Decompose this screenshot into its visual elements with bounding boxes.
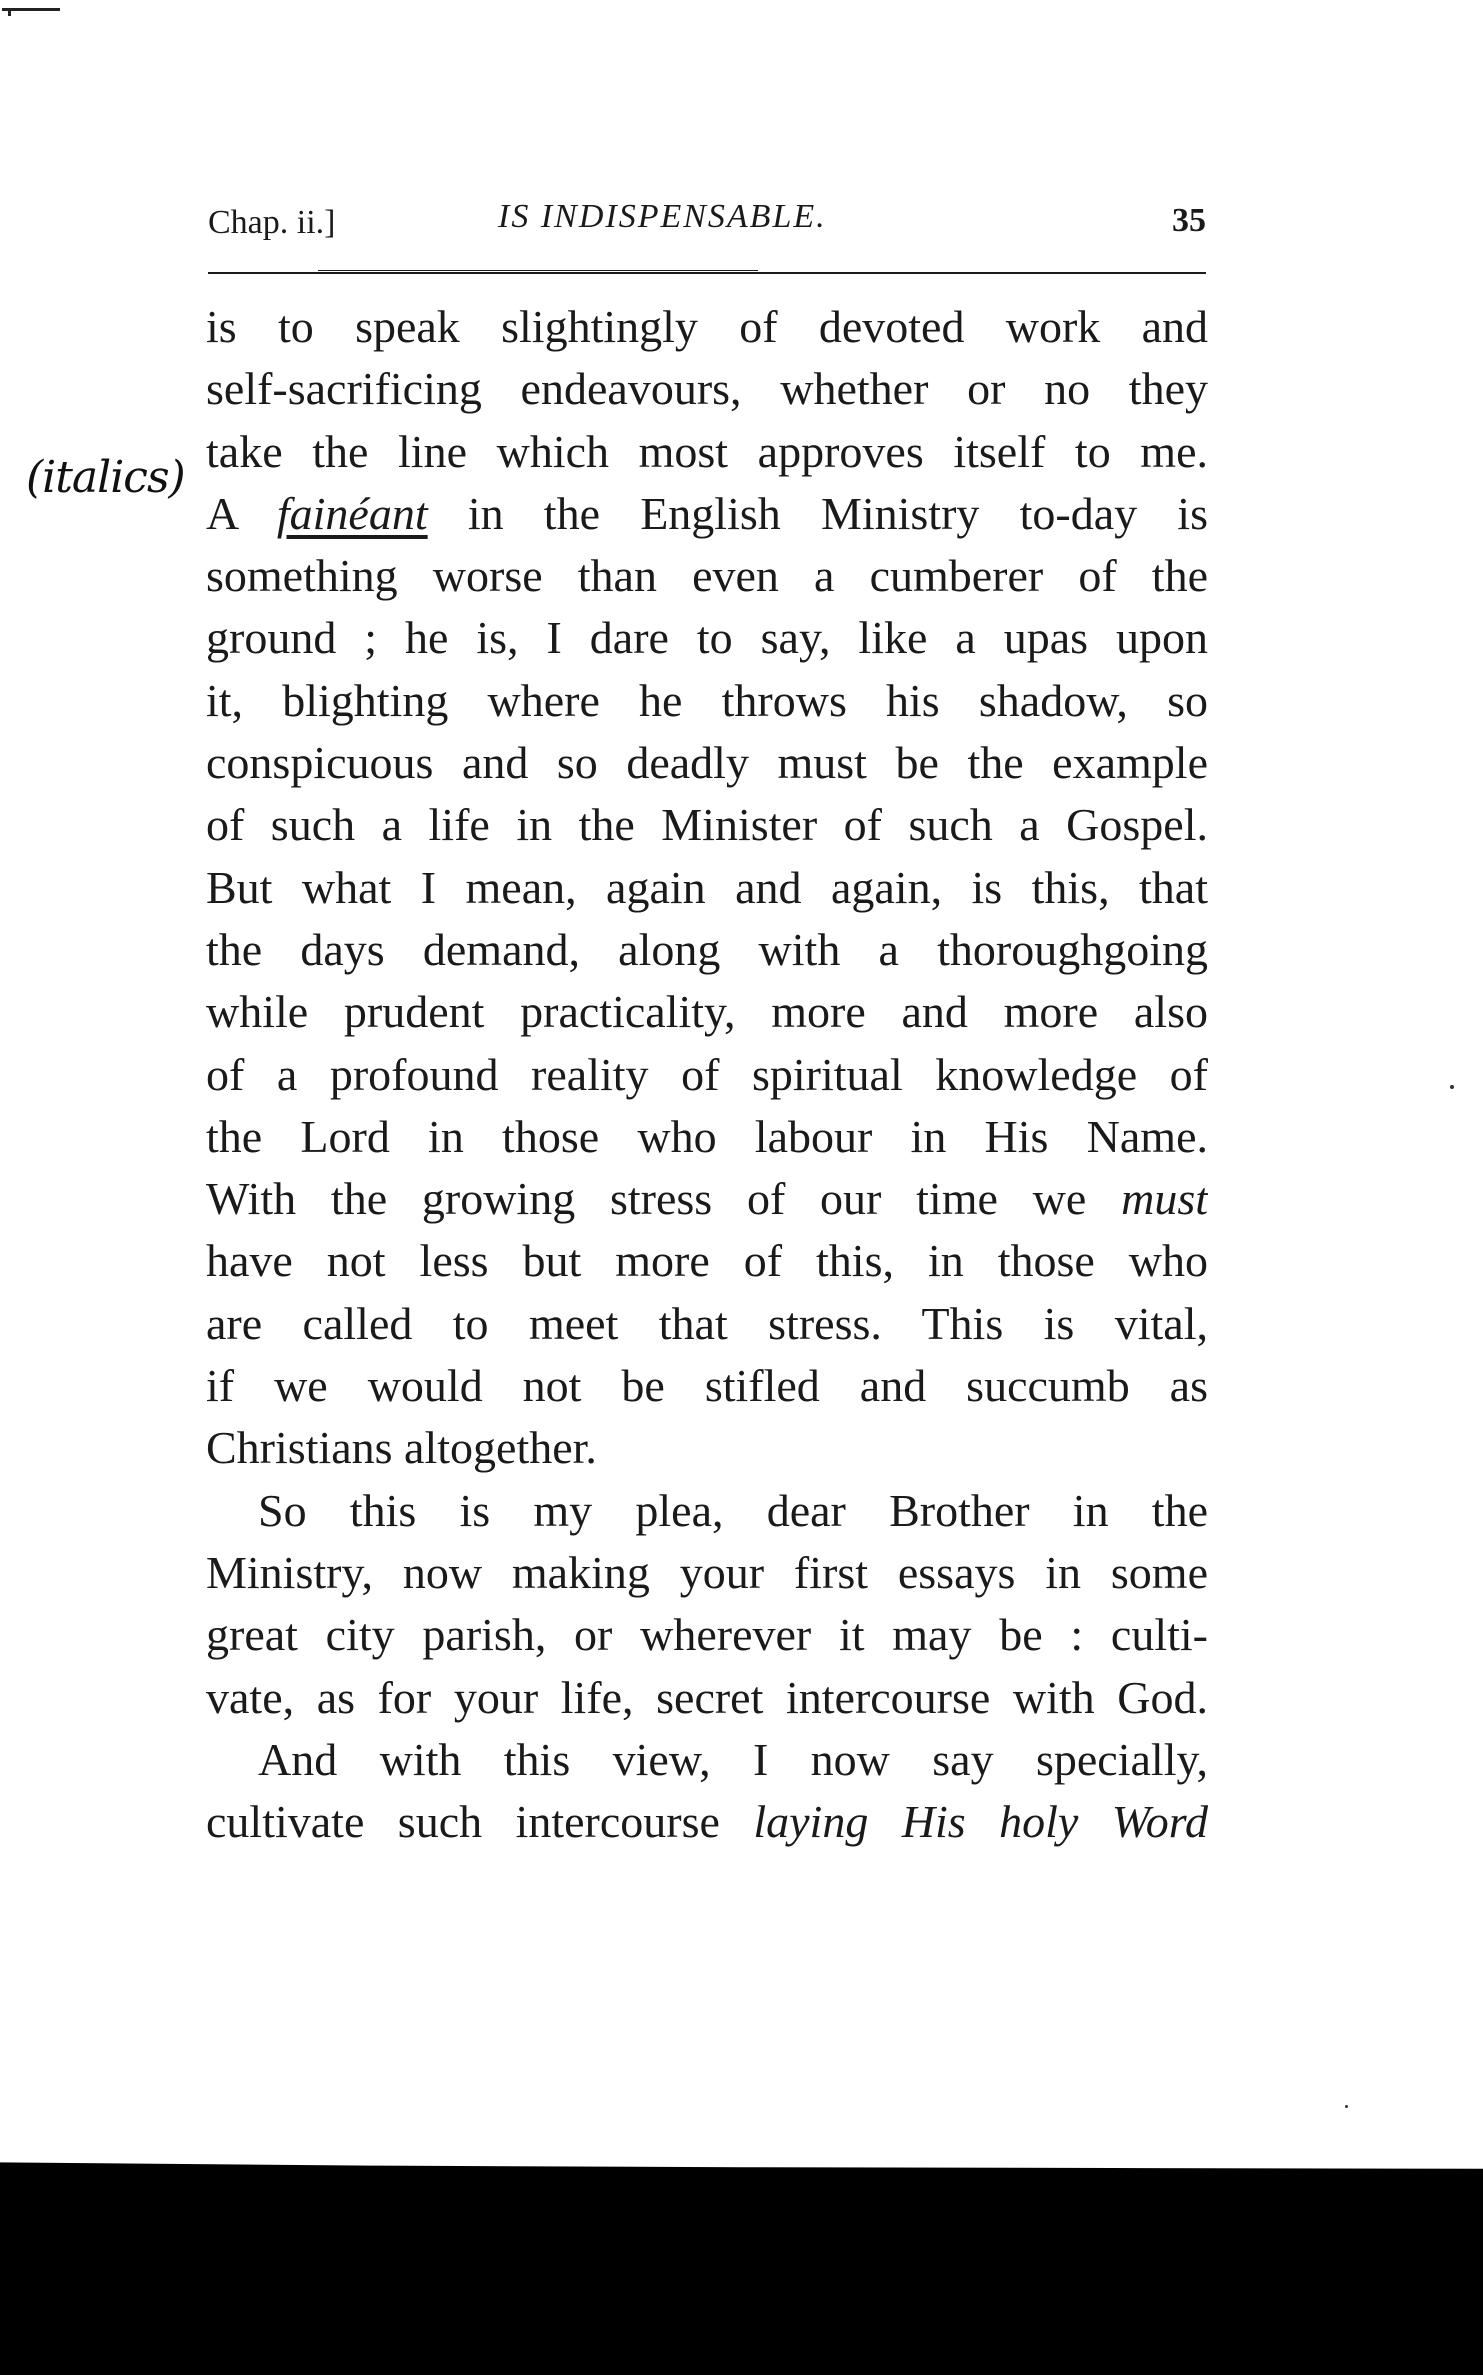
handwritten-margin-note: (italics) — [26, 452, 185, 503]
text-line: while prudent practicality, more and more also — [206, 986, 1208, 1038]
text-segment: A — [206, 487, 277, 539]
scan-speck — [1345, 2105, 1348, 2108]
text-line: But what I mean, again and again, is this, that — [206, 861, 1208, 913]
text-line: of such a life in the Minister of such a Gospel. — [206, 799, 1208, 851]
corner-scan-mark — [2, 8, 60, 11]
text-line — [206, 483, 1208, 545]
text-line: are called to meet that stress. This is vital, — [206, 1297, 1208, 1349]
text-line: the Lord in those who labour in His Name. — [206, 1110, 1208, 1162]
text-line: vate, as for your life, secret intercourse with God. — [206, 1671, 1208, 1723]
text-line: Ministry, now making your first essays in some — [206, 1546, 1208, 1598]
text-line — [206, 1791, 1208, 1853]
emphasis-fainéant: fainéant — [276, 487, 428, 539]
text-segment: in the English Ministry to-day is — [427, 487, 1208, 539]
text-line: of a profound reality of spiritual knowledge of — [206, 1048, 1208, 1100]
text-line: self-sacrificing endeavours, whether or no they — [206, 363, 1208, 415]
page-number: 35 — [1172, 202, 1206, 239]
text-line: So this is my plea, dear Brother in the — [258, 1484, 1208, 1536]
text-line — [206, 1168, 1208, 1230]
emphasis-laying-his-holy-word: laying His holy Word — [753, 1796, 1208, 1848]
text-line: something worse than even a cumberer of the — [206, 550, 1208, 602]
text-line: And with this view, I now say specially, — [258, 1733, 1208, 1785]
text-line: great city parish, or wherever it may be : culti- — [206, 1609, 1208, 1661]
running-title: IS INDISPENSABLE. — [498, 198, 827, 235]
text-segment: With the growing stress of our time we — [206, 1173, 1122, 1225]
text-line: the days demand, along with a thoroughgoing — [206, 923, 1208, 975]
scan-speck — [1450, 1085, 1454, 1089]
text-line: ground ; he is, I dare to say, like a upas upon — [206, 612, 1208, 664]
text-line: conspicuous and so deadly must be the example — [206, 737, 1208, 789]
text-line: take the line which most approves itself to me. — [206, 425, 1208, 477]
chapter-label: Chap. ii.] — [208, 204, 336, 241]
text-line: is to speak slightingly of devoted work and — [206, 301, 1208, 352]
text-line: have not less but more of this, in those who — [206, 1235, 1208, 1287]
header-rule — [208, 272, 1206, 274]
text-line: it, blighting where he throws his shadow, so — [206, 674, 1208, 726]
running-head — [208, 198, 1206, 248]
text-line: if we would not be stifled and succumb as — [206, 1360, 1208, 1412]
scan-black-border — [0, 2170, 1483, 2375]
body-text — [206, 296, 1208, 1853]
text-line: Christians altogether. — [206, 1422, 597, 1474]
text-segment: cultivate such intercourse — [206, 1796, 754, 1848]
emphasis-must: must — [1121, 1173, 1208, 1225]
